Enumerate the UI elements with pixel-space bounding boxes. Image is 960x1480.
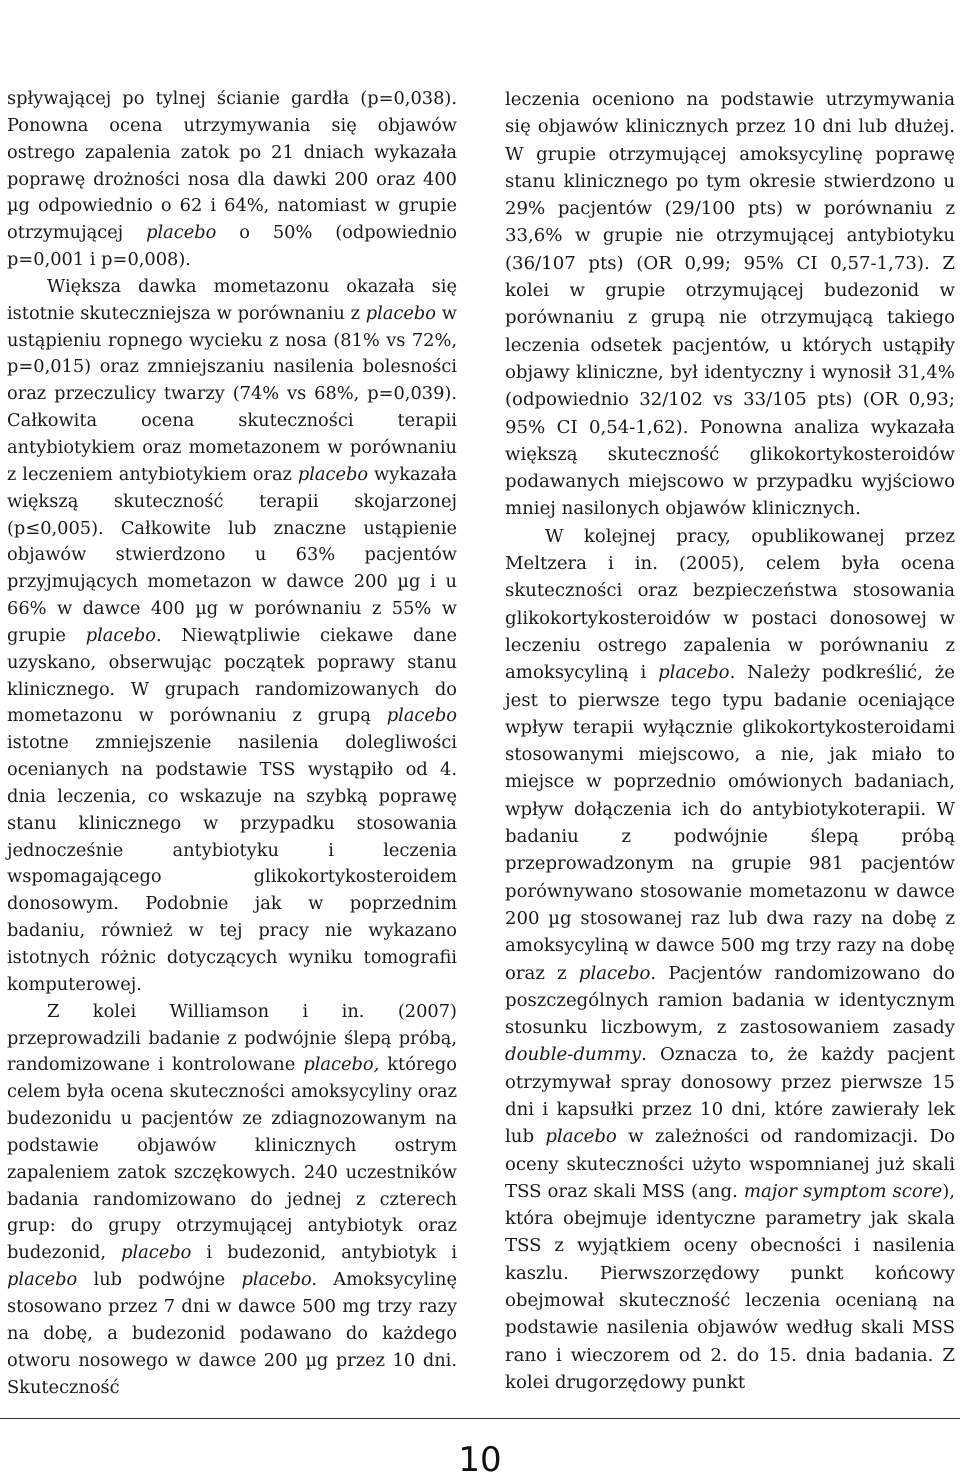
footer-divider (0, 1418, 960, 1419)
paragraph: W kolejnej pracy, opublikowanej przez Meltzera i in. (2005), celem była ocena skuteczności oraz bezpieczeństwa stosowania glikokortykosteroidów w postaci donosowej w leczeniu ostrego zapalenia w porównaniu z amoksycyliną i placebo. Należy podkreślić, że jest to pierwsze tego typu badanie oceniające wpływ terapii wyłącznie glikokortykosteroidami stosowanymi miejscowo, a nie, jak miało to miejsce w poprzednio omówionych badaniach, wpływ dołączenia ich do antybiotykoterapii. W badaniu z podwójnie ślepą próbą przeprowadzonym na grupie 981 pacjentów porównywano stosowanie mometazonu w dawce 200 µg stosowanej raz lub dwa razy na dobę z amoksycyliną w dawce 500 mg trzy razy na dobę oraz z placebo. Pacjentów randomizowano do poszczególnych ramion badania w identycznym stosunku liczbowym, z zastosowaniem zasady double-dummy. Oznacza to, że każdy pacjent otrzymywał spray donosowy przez pierwsze 15 dni i kapsułki przez 10 dni, które zawierały lek lub placebo w zależności od randomizacji. Do oceny skuteczności użyto wspomnianej już skali TSS oraz skali MSS (ang. major symptom score), która obejmuje identyczne parametry jak skala TSS z wyjątkiem oceny obecności i nasilenia kaszlu. Pierwszorzędowy punkt końcowy obejmował skuteczność leczenia ocenianą na podstawie nasilenia objawów według skali MSS rano i wieczorem od 2. do 15. dnia badania. Z kolei drugorzędowy punkt (505, 525, 955, 1393)
left-column (7, 86, 457, 1401)
paragraph: Większa dawka mometazonu okazała się istotnie skuteczniejsza w porównaniu z placebo w ustąpieniu ropnego wycieku z nosa (81% vs 72%, p=0,015) oraz zmniejszaniu nasilenia bolesności oraz przeczulicy twarzy (74% vs 68%, p=0,039). Całkowita ocena skuteczności terapii antybiotykiem oraz mometazonem w porównaniu z leczeniem antybiotykiem oraz placebo wykazała większą skuteczność terapii skojarzonej (p≤0,005). Całkowite lub znaczne ustąpienie objawów stwierdzono u 63% pacjentów przyjmujących mometazon w dawce 200 µg i u 66% w dawce 400 µg w porównaniu z 55% w grupie placebo. Niewątpliwie ciekawe dane uzyskano, obserwując początek poprawy stanu klinicznego. W grupach randomizowanych do mometazonu w porównaniu z grupą placebo istotne zmniejszenie nasilenia dolegliwości ocenianych na podstawie TSS wystąpiło od 4. dnia leczenia, co wskazuje na szybką poprawę stanu klinicznego w przypadku stosowania jednocześnie antybiotyku i leczenia wspomagającego glikokortykosteroidem donosowym. Podobnie jak w poprzednim badaniu, również w tej pracy nie wykazano istotnych różnic dotyczących wyniku tomografii komputerowej. (7, 275, 458, 995)
right-column (505, 86, 955, 1396)
page-number: 10 (458, 1440, 502, 1480)
paragraph: Z kolei Williamson i in. (2007) przeprowadzili badanie z podwójnie ślepą próbą, randomizowane i kontrolowane placebo, którego celem była ocena skuteczności amoksycyliny oraz budezonidu u pacjentów ze zdiagnozowanym na podstawie objawów klinicznych ostrym zapaleniem zatok szczękowych. 240 uczestników badania randomizowano do jednej z czterech grup: do grupy otrzymującej antybiotyk oraz budezonid, placebo i budezonid, antybiotyk i placebo lub podwójne placebo. Amoksycylinę stosowano przez 7 dni w dawce 500 mg trzy razy na dobę, a budezonid podawano do każdego otworu nosowego w dawce 200 µg przez 10 dni. Skuteczność (7, 1000, 458, 1398)
paragraph: spływającej po tylnej ścianie gardła (p=0,038). Ponowna ocena utrzymywania się objawów ostrego zapalenia zatok po 21 dniach wykazała poprawę drożności nosa dla dawki 200 oraz 400 µg odpowiednio o 62 i 64%, natomiast w grupie otrzymującej placebo o 50% (odpowiednio p=0,001 i p=0,008). (7, 88, 457, 271)
paragraph: leczenia oceniono na podstawie utrzymywania się objawów klinicznych przez 10 dni lub dłużej. W grupie otrzymującej amoksycylinę poprawę stanu klinicznego po tym okresie stwierdzono u 29% pacjentów (29/100 pts) w porównaniu z 33,6% w grupie nie otrzymującej antybiotyku (36/107 pts) (OR 0,99; 95% CI 0,57-1,73). Z kolei w grupie otrzymującej budezonid w porównaniu z grupą nie otrzymującą takiego leczenia odsetek pacjentów, u których ustąpiły objawy kliniczne, był identyczny i wynosił 31,4% (odpowiednio 32/102 vs 33/105 pts) (OR 0,93; 95% CI 0,54-1,62). Ponowna analiza wykazała większą skuteczność glikokortykosteroidów podawanych miejscowo w przypadku wyjściowo mniej nasilonych objawów klinicznych. (505, 89, 955, 520)
